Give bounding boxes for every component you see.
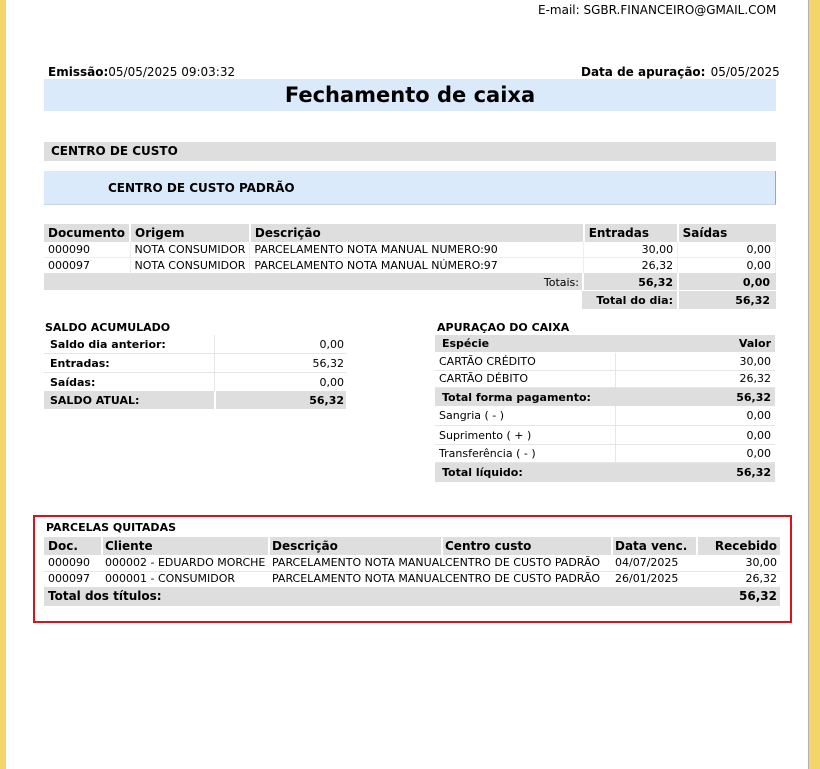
table-row bbox=[44, 258, 776, 274]
descricao: PARCELAMENTO NOTA MANUAL NUMERO:90 bbox=[250, 242, 584, 258]
saldo-label: Saldo dia anterior: bbox=[50, 338, 166, 351]
table-row bbox=[44, 555, 780, 572]
data-venc: 04/07/2025 bbox=[615, 556, 679, 569]
saldo-atual-row bbox=[44, 391, 346, 409]
ajuste-label: Sangria ( - ) bbox=[439, 409, 505, 422]
ajuste-value: 0,00 bbox=[746, 447, 771, 460]
divider bbox=[214, 354, 215, 372]
saidas: 0,00 bbox=[678, 258, 776, 274]
email-label: E-mail: bbox=[538, 3, 580, 17]
centro-custo-name: CENTRO DE CUSTO PADRÃO bbox=[108, 181, 295, 195]
col-valor: Valor bbox=[738, 337, 771, 350]
table-row bbox=[44, 571, 780, 588]
emissao bbox=[48, 61, 235, 80]
saidas: 0,00 bbox=[678, 242, 776, 258]
especie: CARTÃO DÉBITO bbox=[439, 372, 528, 385]
viewer-border-right bbox=[809, 0, 820, 769]
descricao: PARCELAMENTO NOTA MANUAL bbox=[272, 556, 446, 569]
saldo-label: Entradas: bbox=[50, 357, 110, 370]
valor: 26,32 bbox=[739, 372, 771, 385]
saldo-value: 0,00 bbox=[319, 376, 344, 389]
ajuste-value: 0,00 bbox=[746, 409, 771, 422]
totais-saidas: 0,00 bbox=[742, 276, 770, 289]
ajuste-row bbox=[435, 406, 775, 426]
col-cliente: Cliente bbox=[105, 539, 153, 553]
col-documento: Documento bbox=[44, 224, 130, 242]
title-band bbox=[44, 79, 776, 111]
col-especie: Espécie bbox=[442, 337, 490, 350]
parcelas-header bbox=[44, 537, 780, 555]
total-liquido-value: 56,32 bbox=[736, 466, 771, 479]
total-dia-label: Total do dia: bbox=[596, 294, 673, 307]
saldo-label: Saídas: bbox=[50, 376, 96, 389]
saldo-value: 56,32 bbox=[312, 357, 344, 370]
valor: 30,00 bbox=[739, 355, 771, 368]
especie: CARTÃO CRÉDITO bbox=[439, 355, 536, 368]
total-liquido-label: Total líquido: bbox=[442, 466, 523, 479]
table-row bbox=[44, 242, 776, 258]
centro-custo-header bbox=[44, 142, 776, 161]
centro-custo-title: CENTRO DE CUSTO bbox=[51, 144, 178, 158]
col-recebido: Recebido bbox=[714, 539, 777, 553]
parcelas-title: PARCELAS QUITADAS bbox=[46, 521, 177, 534]
cliente: 000002 - EDUARDO MORCHE bbox=[105, 556, 266, 569]
emissao-value: 05/05/2025 09:03:32 bbox=[108, 65, 236, 79]
parcelas-total-label: Total dos títulos: bbox=[48, 589, 162, 603]
origem: NOTA CONSUMIDOR bbox=[130, 258, 250, 274]
divider bbox=[615, 445, 616, 462]
divider bbox=[441, 537, 443, 555]
total-liquido-row bbox=[435, 463, 775, 482]
documento: 000097 bbox=[44, 258, 130, 274]
totais-label: Totais: bbox=[543, 276, 579, 289]
apuracao-date bbox=[581, 61, 780, 80]
apuracao-row bbox=[435, 353, 775, 371]
col-saidas: Saídas bbox=[678, 224, 776, 242]
ajuste-value: 0,00 bbox=[746, 429, 771, 442]
data-venc: 26/01/2025 bbox=[615, 572, 679, 585]
divider bbox=[615, 426, 616, 444]
doc: 000097 bbox=[48, 572, 90, 585]
total-forma-value: 56,32 bbox=[736, 391, 771, 404]
ajuste-row bbox=[435, 445, 775, 463]
parcelas-total-row bbox=[44, 587, 780, 606]
cliente: 000001 - CONSUMIDOR bbox=[105, 572, 236, 585]
divider bbox=[611, 537, 613, 555]
saldo-atual-value: 56,32 bbox=[309, 394, 344, 407]
col-doc: Doc. bbox=[48, 539, 78, 553]
divider bbox=[214, 373, 215, 391]
col-data-venc: Data venc. bbox=[615, 539, 688, 553]
divider bbox=[615, 406, 616, 425]
total-forma-label: Total forma pagamento: bbox=[442, 391, 591, 404]
documento: 000090 bbox=[44, 242, 130, 258]
movimentos-table bbox=[44, 224, 776, 274]
entradas: 26,32 bbox=[584, 258, 678, 274]
divider bbox=[101, 537, 103, 555]
recebido: 26,32 bbox=[745, 572, 777, 585]
saldo-value: 0,00 bbox=[319, 338, 344, 351]
ajuste-label: Transferência ( - ) bbox=[439, 447, 536, 460]
email-line bbox=[538, 3, 776, 17]
page-title: Fechamento de caixa bbox=[284, 83, 536, 107]
doc: 000090 bbox=[48, 556, 90, 569]
divider bbox=[615, 370, 616, 387]
totais-entradas: 56,32 bbox=[638, 276, 673, 289]
email-value: SGBR.FINANCEIRO@GMAIL.COM bbox=[583, 3, 777, 17]
ajuste-row bbox=[435, 426, 775, 445]
saldo-row bbox=[44, 335, 346, 354]
divider bbox=[214, 391, 216, 409]
centro-custo-band bbox=[44, 171, 776, 205]
total-dia-value: 56,32 bbox=[735, 294, 770, 307]
emissao-label: Emissão: bbox=[48, 65, 109, 79]
apuracao-row bbox=[435, 370, 775, 388]
parcelas-total-value: 56,32 bbox=[739, 589, 777, 603]
recebido: 30,00 bbox=[745, 556, 777, 569]
total-forma-row bbox=[435, 388, 775, 406]
saldo-row bbox=[44, 354, 346, 373]
divider bbox=[696, 537, 698, 555]
divider bbox=[214, 335, 215, 353]
col-origem: Origem bbox=[130, 224, 250, 242]
apuracao-label: Data de apuração: bbox=[581, 65, 706, 79]
origem: NOTA CONSUMIDOR bbox=[130, 242, 250, 258]
col-entradas: Entradas bbox=[584, 224, 678, 242]
descricao: PARCELAMENTO NOTA MANUAL bbox=[272, 572, 446, 585]
apuracao-title: APURAÇAO DO CAIXA bbox=[437, 321, 570, 334]
centro-custo: CENTRO DE CUSTO PADRÃO bbox=[445, 572, 600, 585]
saldo-atual-label: SALDO ATUAL: bbox=[50, 394, 140, 407]
apuracao-header bbox=[435, 335, 775, 352]
saldo-title: SALDO ACUMULADO bbox=[45, 321, 171, 334]
ajuste-label: Suprimento ( + ) bbox=[439, 429, 532, 442]
col-centro-custo: Centro custo bbox=[445, 539, 532, 553]
centro-custo: CENTRO DE CUSTO PADRÃO bbox=[445, 556, 600, 569]
col-descricao: Descrição bbox=[272, 539, 338, 553]
table-header-row bbox=[44, 224, 776, 242]
saldo-row bbox=[44, 373, 346, 392]
col-descricao: Descrição bbox=[250, 224, 584, 242]
divider bbox=[268, 537, 270, 555]
descricao: PARCELAMENTO NOTA MANUAL NÚMERO:97 bbox=[250, 258, 584, 274]
apuracao-value: 05/05/2025 bbox=[710, 65, 780, 79]
entradas: 30,00 bbox=[584, 242, 678, 258]
divider bbox=[615, 353, 616, 370]
viewer-border-left bbox=[0, 0, 6, 769]
